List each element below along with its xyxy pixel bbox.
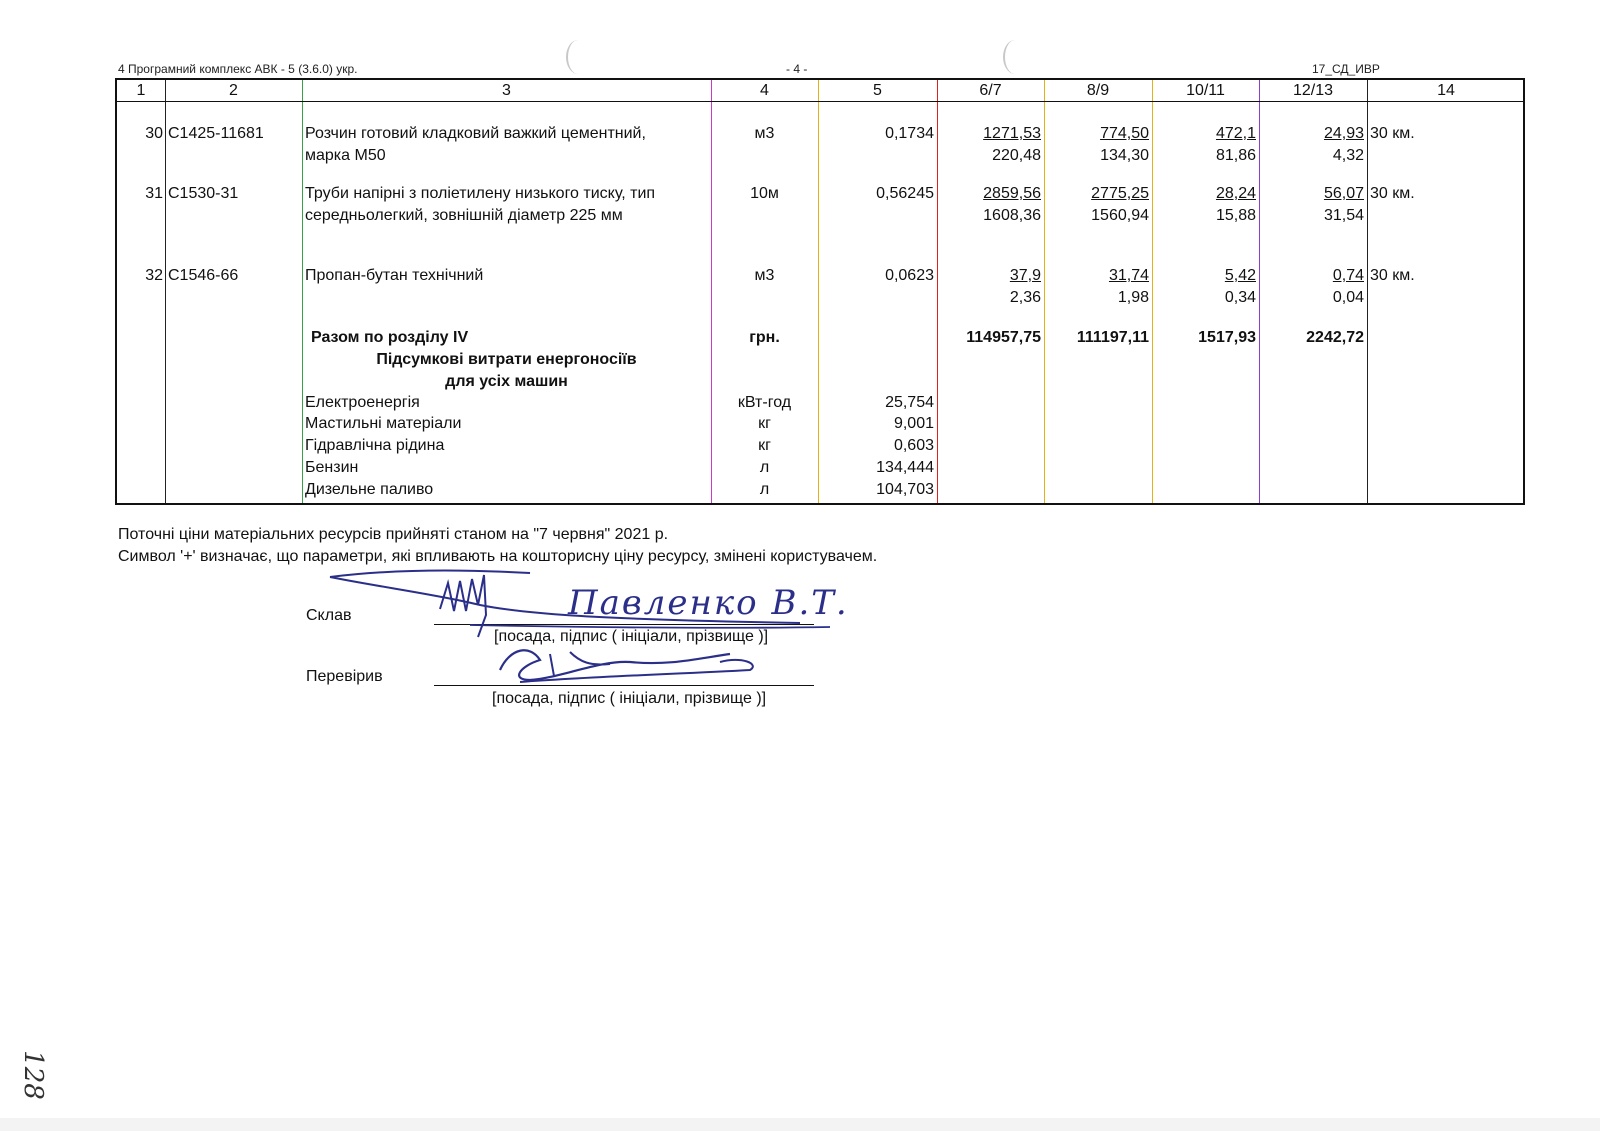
value-11: 0,34 (1224, 289, 1256, 306)
value-6: 37,9 (1009, 267, 1041, 284)
punch-hole-mark (566, 40, 590, 74)
row-number: 30 (145, 125, 163, 142)
total-10-11: 1517,93 (1198, 329, 1256, 346)
column-header: 14 (1437, 82, 1455, 99)
value-11: 15,88 (1215, 207, 1256, 224)
energy-value: 25,754 (885, 394, 934, 411)
handwritten-page-number: 128 (17, 1050, 48, 1100)
value-8: 774,50 (1100, 125, 1149, 142)
energy-name: Гідравлічна рідина (305, 437, 445, 454)
row-note: 30 км. (1370, 185, 1415, 202)
section-total-unit: грн. (749, 329, 780, 346)
column-header: 10/11 (1186, 82, 1225, 99)
value-12: 56,07 (1323, 185, 1364, 202)
energy-name: Дизельне паливо (305, 481, 434, 498)
checked-signature-scribble (480, 640, 780, 690)
energy-value: 134,444 (876, 459, 934, 476)
value-10: 472,1 (1215, 125, 1256, 142)
checked-signature-caption: [посада, підпис ( ініціали, прізвище )] (492, 690, 767, 707)
energy-unit: кг (758, 415, 771, 432)
value-7: 2,36 (1009, 289, 1041, 306)
value-11: 81,86 (1215, 147, 1256, 164)
resource-description: Розчин готовий кладковий важкий цементний, марка М50 (305, 125, 646, 164)
value-12: 0,74 (1332, 267, 1364, 284)
energy-name: Бензин (305, 459, 359, 476)
compiled-by-label: Склав (306, 607, 352, 624)
section-total-label: Разом по розділу IV (311, 329, 469, 346)
value-8: 31,74 (1108, 267, 1149, 284)
row-number: 31 (145, 185, 163, 202)
plus-symbol-note: Символ '+' визначає, що параметри, які впливають на кошторисну ціну ресурсу, змінені користувачем. (118, 548, 878, 565)
quantity: 0,1734 (885, 125, 934, 142)
row-note: 30 км. (1370, 267, 1415, 284)
energy-unit: л (759, 459, 770, 476)
value-7: 1608,36 (983, 207, 1041, 224)
unit: м3 (754, 267, 775, 284)
unit: 10м (750, 185, 779, 202)
value-6: 1271,53 (983, 125, 1041, 142)
energy-name: Мастильні матеріали (305, 415, 462, 432)
scan-edge (0, 1118, 1600, 1131)
page-marker: - 4 - (786, 62, 808, 76)
resource-description: Труби напірні з поліетилену низького тиску, тип середньолегкий, зовнішній діаметр 225 мм (305, 185, 656, 224)
total-8-9: 111197,11 (1076, 329, 1149, 346)
value-13: 0,04 (1332, 289, 1364, 306)
column-header: 6/7 (979, 82, 1002, 99)
resource-table (115, 78, 1525, 505)
energy-unit: кВт-год (737, 394, 792, 411)
energy-section-subtitle: для усіх машин (445, 373, 568, 390)
column-divider (165, 80, 166, 503)
energy-section-title: Підсумкові витрати енергоносіїв (376, 351, 637, 368)
energy-unit: кг (758, 437, 771, 454)
total-6-7: 114957,75 (966, 329, 1041, 346)
quantity: 0,0623 (885, 267, 934, 284)
resource-code: С1530-31 (168, 185, 239, 202)
value-6: 2859,56 (983, 185, 1041, 202)
column-header: 5 (873, 82, 882, 99)
column-header: 3 (502, 82, 511, 99)
compiled-signature-caption: [посада, підпис ( ініціали, прізвище )] (494, 628, 769, 645)
total-12-13: 2242,72 (1306, 329, 1364, 346)
column-header: 1 (136, 82, 146, 99)
value-9: 1,98 (1117, 289, 1149, 306)
document-code: 17_СД_ИВР (1312, 62, 1380, 76)
energy-value: 9,001 (893, 415, 934, 432)
value-9: 1560,94 (1091, 207, 1149, 224)
quantity: 0,56245 (876, 185, 934, 202)
column-header: 12/13 (1292, 82, 1334, 99)
prices-date-note: Поточні ціни матеріальних ресурсів прийняті станом на "7 червня" 2021 р. (118, 526, 669, 543)
value-10: 5,42 (1224, 267, 1256, 284)
value-7: 220,48 (992, 147, 1041, 164)
row-note: 30 км. (1370, 125, 1415, 142)
value-13: 4,32 (1332, 147, 1364, 164)
value-10: 28,24 (1215, 185, 1256, 202)
resource-code: С1425-11681 (168, 125, 264, 142)
column-header: 4 (760, 82, 769, 99)
row-number: 32 (145, 267, 163, 284)
energy-name: Електроенергія (305, 394, 420, 411)
value-12: 24,93 (1323, 125, 1364, 142)
value-8: 2775,25 (1091, 185, 1149, 202)
header-divider (117, 101, 1523, 102)
column-divider (1367, 80, 1368, 503)
column-header: 2 (229, 82, 238, 99)
program-header: 4 Програмний комплекс АВК - 5 (3.6.0) укр. (118, 62, 358, 76)
energy-unit: л (759, 481, 770, 498)
column-header: 8/9 (1086, 82, 1110, 99)
energy-value: 104,703 (876, 481, 934, 498)
resource-code: С1546-66 (168, 267, 239, 284)
unit: м3 (754, 125, 775, 142)
value-13: 31,54 (1323, 207, 1364, 224)
value-9: 134,30 (1100, 147, 1149, 164)
column-divider (302, 80, 303, 503)
compiled-handwritten-name: Павленко В.Т. (568, 583, 849, 623)
checked-by-label: Перевірив (306, 668, 383, 685)
resource-description: Пропан-бутан технічний (305, 267, 484, 284)
energy-value: 0,603 (893, 437, 934, 454)
punch-hole-mark (1003, 40, 1027, 74)
